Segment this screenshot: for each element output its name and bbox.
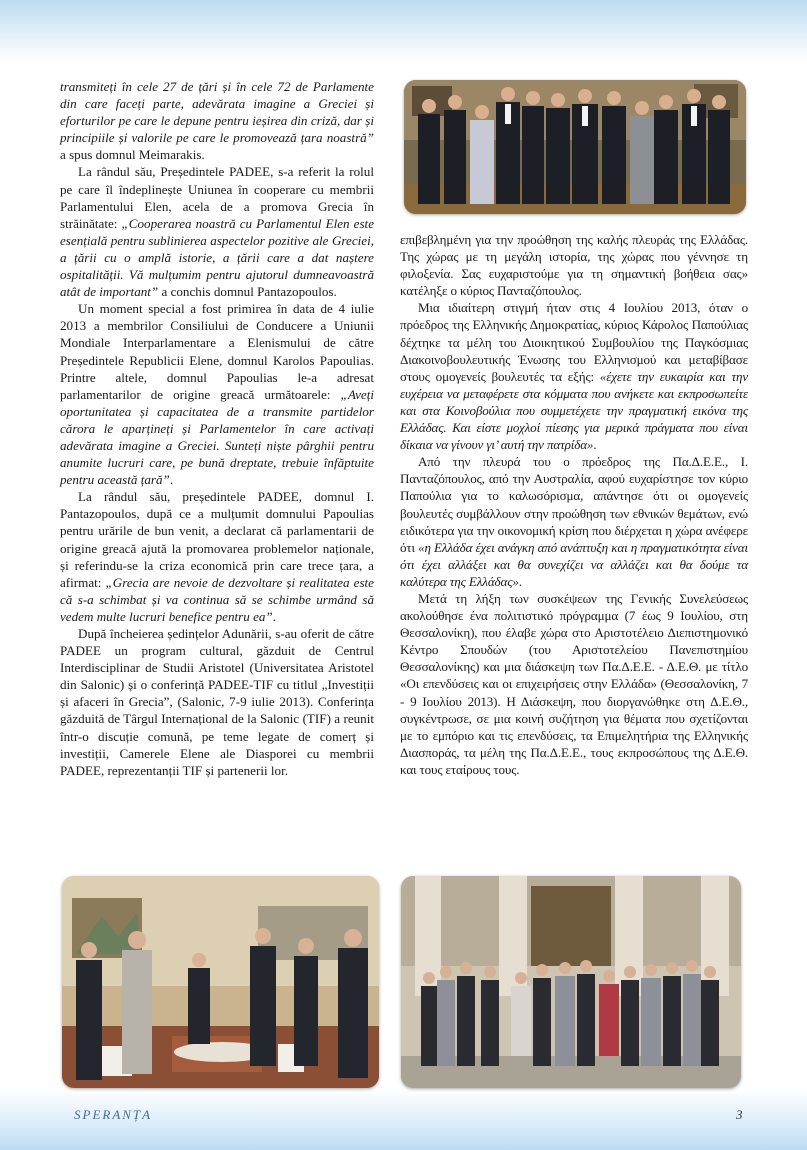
- text: Un moment special a fost primirea în data de 4 iulie 2013 a membrilor Consiliului de Conducere a Uniunii Mondiale Interparlamentare a Elenismului de către Președintele Republicii Elene, domnul Karolos Papoulias. Printre altele, domnul Papoulias le-a adresat parlamentarilor de origine greacă următoarele:: [60, 301, 374, 402]
- quote: „Cooperarea noastră cu Parlamentul Elen este esențială pentru sublinierea aspectelor pozitive ale Greciei, a țării cu o amplă istorie, a țării care a dat naștere ospitalității. Vă mulțumim pentru ajutorul dumneavoastră atât de important”: [60, 215, 375, 300]
- top-decorative-band: [0, 0, 807, 62]
- quote: «έχετε την ευκαιρία και την ευχέρεια να μεταφέρετε στα κόμματα που ανήκετε και εκπροσωπείτε και στα Κοινοβούλια που συμμετέχετε την πραγματική εικόνα της Ελλάδας. Και είστε μοχλοί πίεσης για μερικά πράγματα που είναι δίκαια να γίνουν γι’ αυτή την πατρίδα»: [400, 368, 748, 453]
- right-paragraph-4: [400, 590, 748, 778]
- text: .: [272, 608, 276, 624]
- left-paragraph-3: [60, 300, 374, 488]
- group-photo-columns: [401, 876, 741, 1088]
- right-paragraph-3: [400, 453, 748, 590]
- quote: «η Ελλάδα έχει ανάγκη από ανάπτυξη και η πραγματικότητα είναι ότι έχει αλλάξει και θα συνεχίζει να αλλάζει και θα δούμε τα καλύτερα της Ελλάδας»: [400, 539, 748, 589]
- text: La rândul său, președintele PADEE, domnul I. Pantazopoulos, după ce a mulțumit domnului Papoulias pentru urările de bun venit, a declarat că parlamentarii de origine greacă ajută la promovarea problemelor naționale, și referindu-se la criza economică prin care trece țara, a afirmat:: [60, 489, 374, 590]
- quote: „Aveți oportunitatea și capacitatea de a transmite partidelor cărora le aparțineți și Parlamentelor în care activați adevărata imagine a Greciei. Sunteți niște pârghii pentru anumite lucruri care, pe bună dreptate, trebuie înfăptuite pentru această țară”: [60, 386, 374, 488]
- quote: transmiteți în cele 27 de țări și în cele 72 de Parlamente din care faceți parte, adevărata imagine a Greciei și eforturilor pe care le depune pentru ieșirea din criză, dar și principiile și valorile pe care le promovează țara noastră”: [60, 79, 374, 146]
- text: Μετά τη λήξη των συσκέψεων της Γενικής Συνελεύσεως ακολούθησε ένα πολιτιστικό πρόγραμμα (7 έως 9 Ιουλίου, στη Θεσσαλονίκη), που έλαβε χώρα στο Αριστοτέλειο Διεπιστημονικό Κέντρο Σπουδών (του Αριστοτελείου Πανεπιστημίου Θεσσαλονίκης) και μια διάσκεψη των Πα.Δ.Ε.Ε. - Δ.Ε.Θ. με τίτλο «Οι επενδύσεις και οι επιχειρήσεις στην Ελλάδα» (Θεσσαλονίκη, 7 - 9 Ιουλίου 2013). Η Διάσκεψη, που διοργανώθηκε στη Δ.Ε.Θ., συγκέντρωσε, σε μια κοινή συζήτηση για θέματα που σχετίζονται με το εμπόριο και τις επενδύσεις, τα Επιμελητήρια της Ελληνικής Διασποράς, τα μέλη της Πα.Δ.Ε.Ε., τους εκπροσώπους της Δ.Ε.Θ. και τους εταίρους τους.: [400, 590, 748, 777]
- left-paragraph-2: [60, 163, 374, 300]
- text: La rândul său, Președintele PADEE, s-a referit la rolul pe care îl îndeplinește Uniunea în cooperare cu membrii Parlamentului Elen, acela de a promova Grecia în străinătate:: [60, 164, 374, 231]
- right-text-column: [400, 231, 748, 778]
- right-paragraph-1: [400, 231, 748, 299]
- text: a conchis domnul Pantazopoulos.: [158, 284, 337, 300]
- text: Μια ιδιαίτερη στιγμή ήταν στις 4 Ιουλίου 2013, όταν ο πρόεδρος της Ελληνικής Δημοκρατίας, κύριος Κάρολος Παπούλιας δέχτηκε τα μέλη του Διοικητικού Συμβουλίου της Παγκόσμιας Διακοινοβουλευτικής Ένωσης του Ελληνισμού και μεταβίβασε στους ομογενείς βουλευτές τα εξής:: [400, 300, 748, 384]
- text: După încheierea ședințelor Adunării, s-au oferit de către PADEE un program cultural, găzduit de Centrul Interdisciplinar de Studii Aristotel (Universitatea Aristotel din Salonic) și o conferință PADEE-TIF cu titlul „Investiții și afaceri în Grecia”, (Salonic, 7-9 iulie 2013). Conferința găzduită de Târgul Internațional de la Salonic (TIF) a reunit într-o discuție comună, pe teme legate de comerț și investiții, Camerele Elene ale Diasporei cu membrii PADEE, reprezentanții TIF și partenerii lor.: [60, 626, 374, 778]
- group-photo-top: [404, 80, 746, 214]
- left-paragraph-1: [60, 78, 374, 163]
- page-number: 3: [736, 1107, 743, 1122]
- text: Από την πλευρά του ο πρόεδρος της Πα.Δ.Ε.Ε., Ι. Πανταζόπουλος, από την Αυστραλία, αφού ευχαρίστησε τον κύριο Παπούλια για το καλωσόρισμα, απάντησε ότι οι ομογενείς βουλευτές συμβάλλουν στην προώθηση των εθνικών θεμάτων, ενώ ειδικότερα για την οικονομική κρίση που διέρχεται η χώρα ανέφερε ότι: [400, 454, 748, 555]
- text: .: [593, 437, 597, 453]
- right-paragraph-2: [400, 299, 748, 453]
- left-text-column: [60, 78, 374, 779]
- text: επιβεβλημένη για την προώθηση της καλής πλευράς της Ελλάδας. Της χώρας με τη μεγάλη ιστορία, της χώρας που γέννησε τη φιλοξενία. Σας ευχαριστούμε για τη σημαντική βοήθεια σας» κατέληξε ο κύριος Πανταζόπουλος.: [400, 232, 748, 299]
- left-paragraph-5: [60, 625, 374, 779]
- reception-photo: [62, 876, 379, 1088]
- magazine-title: SPERANȚA: [74, 1107, 153, 1122]
- text: .: [169, 472, 174, 488]
- quote: „Grecia are nevoie de dezvoltare și realitatea este că s-a schimbat și va continua să se schimbe urmând să vedem multe lucruri benefice pentru ea”: [60, 574, 374, 624]
- left-paragraph-4: [60, 488, 374, 625]
- text: a spus domnul Meimarakis.: [60, 147, 205, 163]
- text: .: [518, 573, 522, 589]
